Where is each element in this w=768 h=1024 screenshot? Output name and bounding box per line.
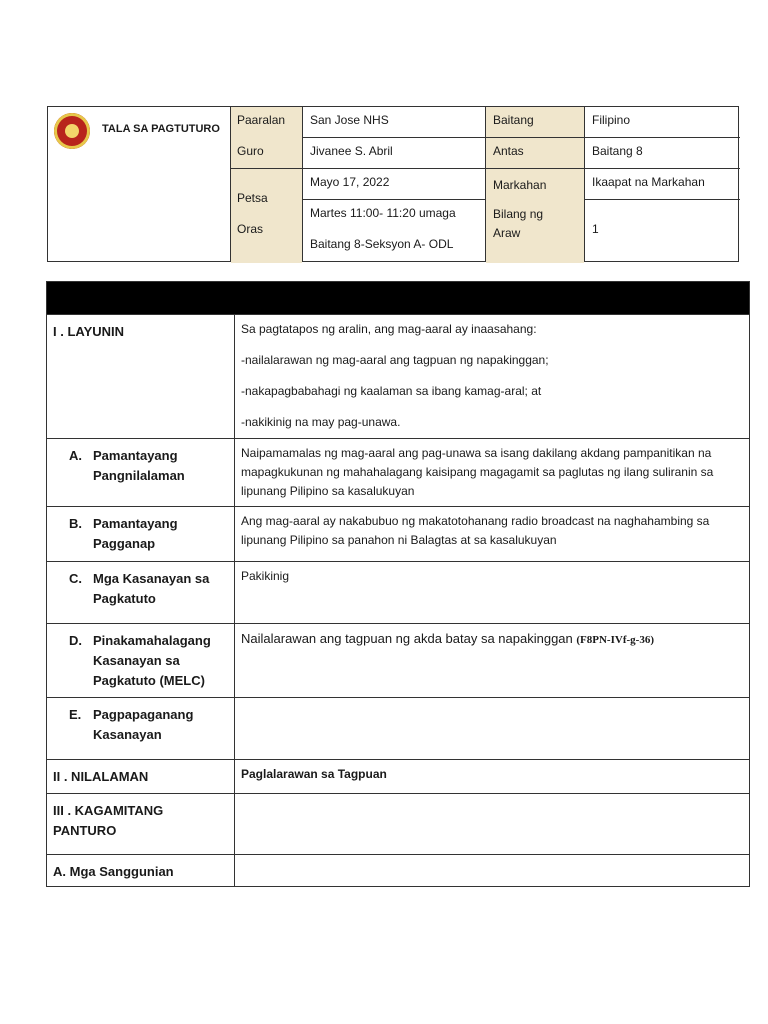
label-pamantayang-pagganap: B. Pamantayang Pagganap [47, 507, 235, 561]
value-markahan: Ikaapat na Markahan [592, 175, 705, 189]
melc-code: (F8PN-IVf-g-36) [576, 634, 654, 646]
document-title: TALA SA PAGTUTURO [102, 123, 220, 135]
value-melc: Nailalarawan ang tagpuan ng akda batay sa napakinggan (F8PN-IVf-g-36) [241, 631, 654, 646]
row-nilalaman [47, 759, 749, 793]
value-petsa: Mayo 17, 2022 [310, 175, 390, 189]
layunin-line: Sa pagtatapos ng aralin, ang mag-aaral ay inaasahang: [241, 322, 537, 336]
label-guro: Guro [237, 144, 264, 158]
value-seksyon: Baitang 8-Seksyon A- ODL [310, 237, 454, 251]
value-mga-sanggunian [235, 855, 749, 886]
layunin-line: -nakapagbabahagi ng kaalaman sa ibang kamag-aral; at [241, 384, 542, 398]
row-pamantayang-pangnilalaman [47, 438, 749, 506]
label-paaralan: Paaralan [237, 113, 286, 127]
row-pamantayang-pagganap [47, 506, 749, 561]
value-layunin [235, 315, 749, 438]
layunin-line: -nakikinig na may pag-unawa. [241, 415, 401, 429]
school-seal-icon [54, 113, 90, 149]
label-kagamitang-panturo: III . KAGAMITANG PANTURO [47, 794, 235, 854]
value-pagpapaganang-kasanayan [235, 698, 749, 759]
label-mga-sanggunian: A. Mga Sanggunian [47, 855, 235, 886]
row-mga-sanggunian [47, 854, 749, 886]
label-layunin: I . LAYUNIN [47, 315, 235, 438]
label-kasanayan-sa-pagkatuto: C. Mga Kasanayan sa Pagkatuto [47, 562, 235, 623]
value-oras: Martes 11:00- 11:20 umaga [310, 206, 456, 220]
label-pamantayang-pangnilalaman: A. Pamantayang Pangnilalaman [47, 439, 235, 506]
row-pagpapaganang-kasanayan [47, 697, 749, 759]
value-antas: Baitang 8 [592, 144, 643, 158]
value-pamantayang-pagganap: Ang mag-aaral ay nakabubuo ng makatotohanang radio broadcast na naghahambing sa lipunang Pilipino sa panahon ni Balagtas at sa kasalukuyan [241, 514, 710, 547]
label-markahan: Markahan [493, 178, 547, 192]
label-baitang: Baitang [493, 113, 534, 127]
value-guro: Jivanee S. Abril [310, 144, 393, 158]
label-nilalaman: II . NILALAMAN [47, 760, 235, 793]
row-layunin [47, 314, 749, 438]
value-paaralan: San Jose NHS [310, 113, 389, 127]
label-oras: Oras [237, 222, 264, 236]
value-nilalaman: Paglalarawan sa Tagpuan [241, 767, 387, 781]
value-bilang: 1 [592, 222, 599, 236]
value-kasanayan-sa-pagkatuto: Pakikinig [241, 569, 290, 583]
label-antas: Antas [493, 144, 524, 158]
label-pagpapaganang-kasanayan: E. Pagpapaganang Kasanayan [47, 698, 235, 759]
lesson-plan-table [46, 281, 750, 887]
table-banner [47, 282, 749, 314]
header-table [47, 106, 739, 262]
value-baitang: Filipino [592, 113, 631, 127]
layunin-line: -nailalarawan ng mag-aaral ang tagpuan ng napakinggan; [241, 353, 549, 367]
value-pamantayang-pangnilalaman: Naipamamalas ng mag-aaral ang pag-unawa sa isang dakilang akdang pampanitikan na mapagkukunan ng mahahalagang kaisipang magagamit sa paglutas ng ilang suliranin sa lipunang Pilipino sa kasalukuyan [241, 446, 714, 498]
label-petsa: Petsa [237, 191, 268, 205]
row-melc [47, 623, 749, 697]
value-kagamitang-panturo [235, 794, 749, 854]
label-melc: D. Pinakamahalagang Kasanayan sa Pagkatuto (MELC) [47, 624, 235, 697]
row-kagamitang-panturo [47, 793, 749, 854]
row-kasanayan-sa-pagkatuto [47, 561, 749, 623]
label-bilang: Bilang ng Araw [493, 207, 544, 240]
